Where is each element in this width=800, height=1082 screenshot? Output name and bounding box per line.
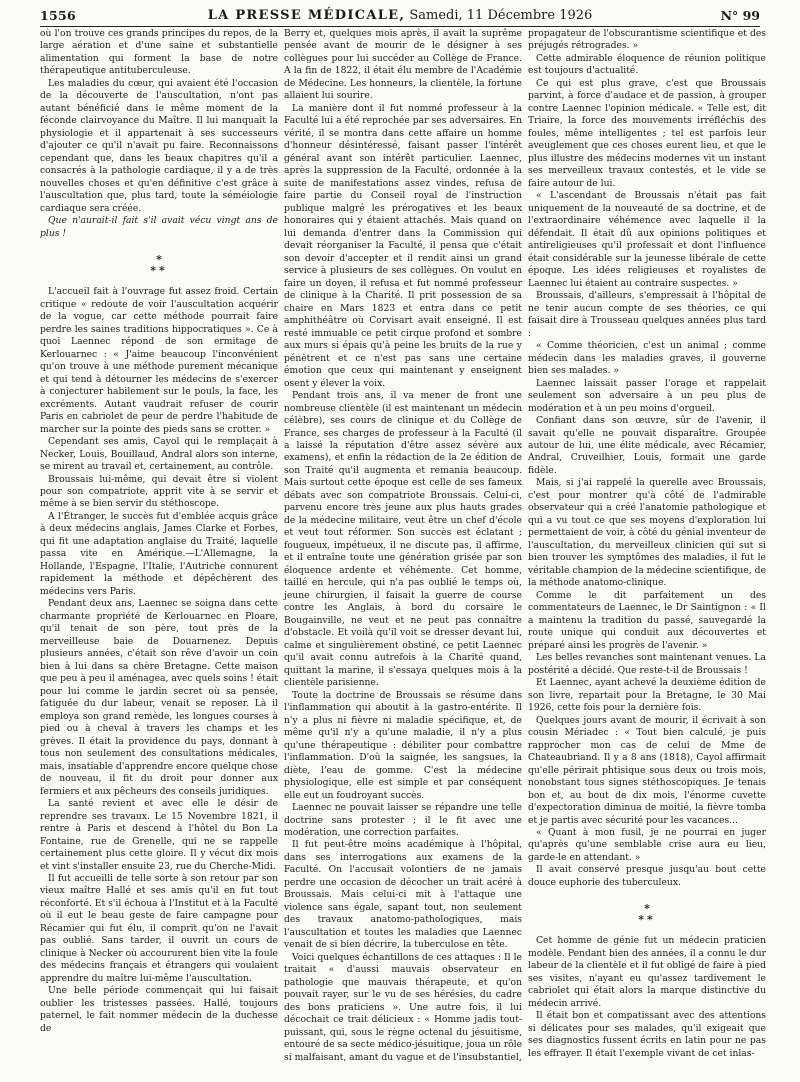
paragraph: Il fut accueilli de telle sorte à son retour par son vieux maître Hallé et ses amis qu'il en fut tout réconforté. Et s'il échoua à l'Institut et à la Faculté où il eut le beau geste de faire campagne pour Récamier qui fut élu, il comprit qu'on ne l'avait pas oublié. Sans tarder, il ouvrit un cours de clinique à Necker où accoururent bien vite la foule des médecins français et étrangers qui voulaient apprendre du maître lui-même l'auscultation. [40,873,278,984]
paragraph: « Comme théoricien, c'est un animal ; comme médecin dans les maladies graves, il gouverne bien ses malades. » [528,340,766,377]
paragraph: Cette admirable éloquence de réunion politique est toujours d'actualité. [528,52,766,77]
journal-title: LA PRESSE MÉDICALE, [207,8,406,23]
paragraph: Broussais lui-même, qui devait être si violent pour son compatriote, apprit vite à se servir et même à se bien servir du stéthoscope. [40,473,278,510]
paragraph: Les belles revanches sont maintenant venues. La postérité a décidé. Que reste-t-il de Broussais ! [528,652,766,676]
paragraph: Et Laennec, ayant achevé la deuxième édition de son livre, repartait pour la Bretagne, le 30 Mai 1926, cette fois pour la dernière fois. [528,677,766,714]
paragraph: où l'on trouve ces grands principes du repos, de la large aération et d'une saine et substantielle alimentation qui forment la base de notre thérapeutique antituberculeuse. [40,28,278,77]
paragraph: propagateur de l'obscurantisme scientifique et des préjugés rétrogrades. » [528,28,766,52]
paragraph: Broussais, d'ailleurs, s'empressait à l'hôpital de ne tenir aucun compte de ses théories, ce qui faisait dire à Trousseau quelques années plus tard : [528,290,766,339]
paragraph: Voici quelques échantillons de ces attaques : Il le traitait « d'aussi mauvais observateur en pathologie que mauvais thérapeute, et qu'on pouvait rayer, sur le vu de ses hérésies, du cadre des bons praticiens ». Une autre fois, il lui décochait ce trait délicieux : « Homme jadis tout-puissant, qui, sous le règne octenal du jésuitisme, entouré de sa secte médico-jésuitique, joua un rôle si malfaisant, amant du vague et de l'insubstantiel, [284,951,523,1063]
paragraph: Confiant dans son œuvre, sûr de l'avenir, il savait qu'elle ne pouvait disparaître. Groupée autour de lui, une élite médicale, avec Récamier, Andral, Cruveilhier, Louis, formait une garde fidèle. [528,415,766,476]
paragraph: Que n'aurait-il fait s'il avait vécu vingt ans de plus ! [40,215,278,239]
paragraph: Il fut peut-être moins académique à l'hôpital, dans ses interrogations aux examens de la Faculté. On l'accusait volontiers de ne jamais perdre une occasion de décocher un trait acéré à Broussais. Mais celui-ci mit à l'attaque une violence sans égale, sapant tout, non seulement des travaux anatomo-pathologiques, mais l'auscultation et toutes les maladies que Laennec venait de si bien décrire, la tuberculose en tête. [284,839,522,951]
paragraph: Les maladies du cœur, qui avaient été l'occasion de la découverte de l'auscultation, n'ont pas autant bénéficié dans le même moment de la féconde clairvoyance du Maître. Il lui manquait la physiologie et il appartenait à ses successeurs d'ajouter ce qu'il n'avait pu faire. Reconnaissons cependant que, dans les beaux chapitres qu'il a consacrés à la pathologie cardiaque, il y a de très nouvelles choses et qu'en définitive c'est grâce à l'auscultation que, plus tard, toute la séméiologie cardiaque sera créée. [40,77,278,214]
paragraph: Laennec ne pouvait laisser se répandre une telle doctrine sans protester ; il le fit avec une modération, une correction parfaites. [284,802,522,838]
page-number: 1556 [40,8,76,23]
paragraph: La santé revient et avec elle le désir de reprendre ses travaux. Le 15 Novembre 1821, il rentre à Paris et descend à l'hôtel du Bon La Fontaine, rue de Grenelle, qui ne se rappelle certainement plus cette gloire. Il y vécut dix mois et vint s'installer ensuite 23, rue du Cherche-Midi. [40,798,278,872]
text-column-middle [284,28,522,1064]
paragraph: Une belle période commençait qui lui faisait oublier les tristesses passées. Hallé, toujours paternel, le fait nommer médecin de la duchesse de [40,985,278,1034]
paragraph: Quelques jours avant de mourir, il écrivait à son cousin Mériadec : « Tout bien calculé, je puis rapprocher mon cas de celui de Mme de Chateaubriand. Il y a 8 ans (1818), Cayol affirmait qu'elle périrait phtisique sous deux ou trois mois, nonobstant tous signes stéthoscopiques. Je tenais bon et, au bout de dix mois, l'énorme cuvette d'expectoration diminua de moitié, la fièvre tomba et je partis avec sécurité pour les vacances... [528,714,766,826]
page-header [40,6,760,27]
paragraph: Cependant ses amis, Cayol qui le remplaçait à Necker, Louis, Bouillaud, Andral alors son interne, se mirent au travail et, certainement, au contrôle. [40,436,278,473]
paragraph: « Quant à mon fusil, je ne pourrai en juger qu'après qu'une semblable crise aura eu lieu, garde-le en attendant. » [528,827,766,863]
issue-number: N° 99 [720,8,760,23]
paragraph: Laennec laissait passer l'orage et rappelait seulement son adversaire à un peu plus de modération et à un peu moins d'orgueil. [528,377,766,414]
paragraph: « L'ascendant de Broussais n'était pas fait uniquement de la nouveauté de sa doctrine, et de l'extraordinaire véhémence avec laquelle il la défendait. Il était dû aux opinions politiques et antireligieuses qu'il professait et dont l'influence était considérable sur la jeunesse libérale de cette époque. Les idées religieuses et royalistes de Laennec lui étaient au contraire suspectes. » [528,190,766,289]
paragraph: Pendant deux ans, Laennec se soigna dans cette charmante propriété de Kerlouarnec en Ploare, qu'il tenait de son père, tout près de la merveilleuse baie de Douarnenez. Depuis plusieurs années, c'était son rêve d'avoir un coin bien à lui dans sa chère Bretagne. Cette maison que peu à peu il aménagea, avec quels soins ! était pour lui comme le jardin secret où sa pensée, fatiguée du dur labeur, venait se reposer. Là il employa son grand remède, les longues courses à pied ou à cheval à travers les champs et les grèves. Il était la providence du pays, donnant à tous non seulement des consultations médicales, mais, insatiable d'apprendre encore quelque chose de nouveau, il fit du droit pour donner aux fermiers et aux pêcheurs des conseils juridiques. [40,598,278,797]
paragraph: La manière dont il fut nommé professeur à la Faculté lui a été reprochée par ses adversaires. En vérité, il se montra dans cette affaire un homme d'honneur désintéressé, faisant passer l'intérêt général avant son intérêt particulier. Laennec, après la suppression de la Faculté, ordonnée à la suite de manifestations assez vindes, refusa de faire partie du Conseil royal de l'instruction publique malgré les prérogatives et les beaux honoraires qui y étaient attachés. Mais quand on lui demanda d'entrer dans la Commission qui devait réorganiser la Faculté, il pensa que c'était son devoir d'accepter et il rendit ainsi un grand service à plusieurs de ses collègues. On voulut en faire un doyen, il refusa et fut nommé professeur de clinique à la Charité. Il prit possession de sa chaire en Mars 1823 et entra dans ce petit amphithéâtre où Corvisart avait enseigné. Il est resté immuable ce petit cirque profond et sombre aux murs si épais qu'à peine les bruits de la rue y pénètrent et ce n'est pas sans une certaine émotion que ceux qui maintenant y enseignent osent y élever la voix. [284,102,522,389]
paragraph: Comme le dit parfaitement un des commentateurs de Laennec, le Dr Saintignon : « Il a maintenu la tradition du passé, sauvegardé la route unique qui conduit aux découvertes et préparé ainsi les progrès de l'avenir. » [528,589,766,651]
paragraph: Toute la doctrine de Broussais se résume dans l'inflammation qui aboutit à la gastro-entérite. Il n'y a plus ni fièvre ni maladie spécifique, et, de même qu'il n'y a qu'une maladie, il n'y a plus qu'une thérapeutique : débiliter pour combattre l'inflammation. D'où la saignée, les sangsues, la diète, l'eau de gomme. C'est la médecine physiologique, elle est simple et par conséquent elle eut un foudroyant succès. [284,689,522,801]
paragraph: L'accueil fait à l'ouvrage fut assez froid. Certain critique « redoute de voir l'auscultation acquérir de la vogue, car cette méthode pourrait faire perdre les saines traditions hippocratiques ». Ce à quoi Laennec répond de son ermitage de Kerlouarnec : « J'aime beaucoup l'inconvénient qu'on trouve à une méthode purement mécanique et qui tend à détourner les médecins de s'exercer à conjecturer habilement sur le pouls, la face, les excréments. Autant vaudrait refuser de courir Paris en cabriolet de peur de perdre l'habitude de marcher sur la pointe des pieds sans se crotter. » [40,286,278,435]
paragraph: Cet homme de génie fut un médecin praticien modèle. Pendant bien des années, il a connu le dur labeur de la clientèle et il fut obligé de faire à pied ses visites, n'ayant eu qu'assez tardivement le cabriolet qui était alors la marque distinctive du médecin arrivé. [528,935,766,1009]
paragraph: Mais, si j'ai rappelé la querelle avec Broussais, c'est pour montrer qu'à côté de l'admirable observateur qui a créé l'anatomie pathologique et qui a vu tout ce que ses moyens d'exploration lui permettaient de voir, à côté du génial inventeur de l'auscultation, du merveilleux clinicien qui sut si bien trouver les symptômes des maladies, il fut le véritable champion de la médecine scientifique, de la méthode anatomo-clinique. [528,477,766,589]
asterism-separator: * ** [638,902,656,927]
paragraph: Pendant trois ans, il va mener de front une nombreuse clientèle (il est maintenant un médecin célèbre), ses cours de clinique et du Collège de France, ses charges de professeur à la Faculté (il a laissé la réputation d'être assez sévère aux examens), et enfin la rédaction de la 2e édition de son Traité qu'il augmenta et remania beaucoup. Mais surtout cette époque est celle de ses fameux débats avec son compatriote Broussais. Celui-ci, parvenu encore très jeune aux plus hauts grades de la médecine militaire, veut être un chef d'école et veut tout réformer. Son succès est éclatant ; fougueux, impétueux, il ne discute pas, il affirme, et il entraîne toute une génération grisée par son éloquence ardente et véhémente. Cet homme, taillé en hercule, qui n'a pas oublié le temps où, jeune chirurgien, il faisait la guerre de course contre les Anglais, à bord du corsaire le Bougainville, ne veut et ne peut pas connaître d'obstacle. Et voilà qu'il voit se dresser devant lui, calme et singulièrement obstiné, ce petit Laennec qu'il avait connu autrefois à la Charité quand, quittant la marine, il s'essaya quelques mois à la clientèle parisienne. [284,390,522,689]
asterism-separator: * ** [150,253,168,278]
paragraph: Il avait conservé presque jusqu'au bout cette douce euphorie des tuberculeux. [528,864,766,888]
issue-date: Samedi, 11 Décembre 1926 [405,8,593,23]
running-title [40,8,760,23]
paragraph: Ce qui est plus grave, c'est que Broussais parvint, à force d'audace et de passion, à grouper contre Laennec l'opinion médicale. « Telle est, dit Triaire, la force des mouvements irréfléchis des foules, même intelligentes ; tel est parfois leur aveuglement que ces choses eurent lieu, et que le plus illustre des médecins modernes vit un instant ses merveilleux travaux contestés, et le vide se faire autour de lui. [528,77,766,189]
text-column-left [40,28,278,1035]
paragraph: A l'Étranger, le succès fut d'emblée acquis grâce à deux médecins anglais, James Clarke et Forbes, qui fit une adaptation anglaise du Traité, laquelle passa vite en Amérique.—L'Allemagne, la Hollande, l'Espagne, l'Italie, l'Autriche connurent rapidement la méthode et dépêchèrent des médecins vers Paris. [40,510,278,597]
paragraph: Berry et, quelques mois après, il avait la suprême pensée avant de mourir de le désigner à ses collègues pour lui succéder au Collège de France. A la fin de 1822, il était élu membre de l'Académie de Médecine. Les honneurs, la clientèle, la fortune allaient lui sourire. [284,28,522,102]
paragraph: Il était bon et compatissant avec des attentions si délicates pour ses malades, qu'il exigeait que ses diagnostics fussent écrits en latin pour ne pas les effrayer. Il était l'exemple vivant de cet inlas- [528,1010,766,1059]
text-column-right [528,28,766,1060]
